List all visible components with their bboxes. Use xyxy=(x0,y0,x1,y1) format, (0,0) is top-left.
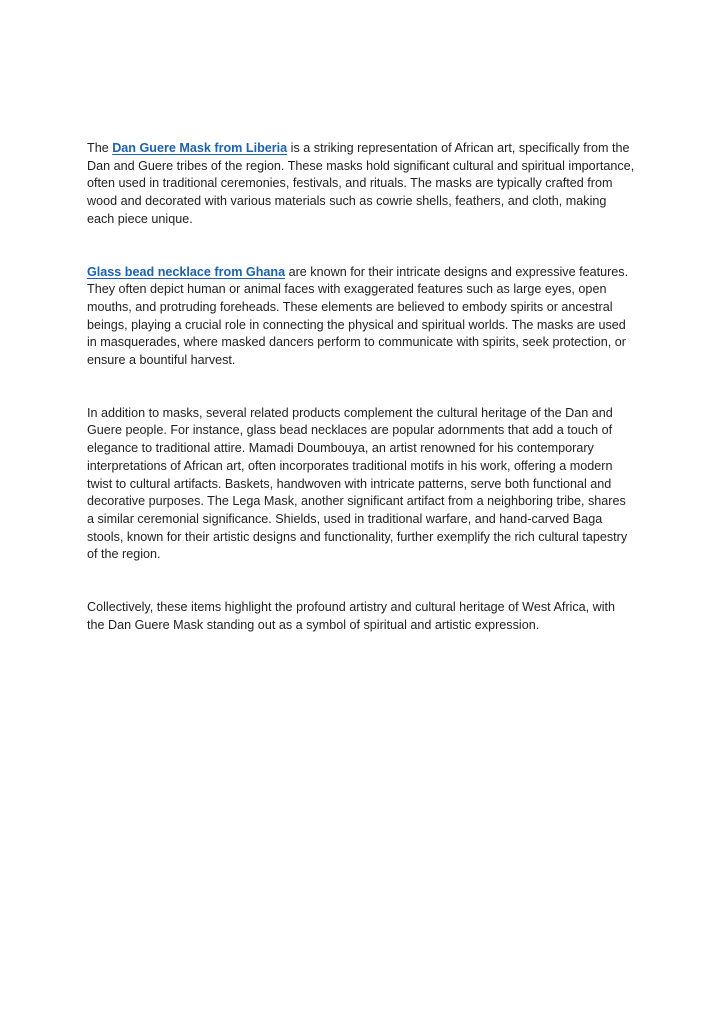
paragraph-2-text: are known for their intricate designs and expressive features. They often depict human or animal faces with exaggerated features such as large eyes, open mouths, and protruding foreheads. These elements are believed to embody spirits or ancestral beings, playing a crucial role in connecting the physical and spiritual worlds. The masks are used in masquerades, where masked dancers perform to communicate with spirits, seek protection, or ensure a bountiful harvest. xyxy=(87,264,629,368)
paragraph-1-text: is a striking representation of African art, specifically from the Dan and Guere tribes of the region. These masks hold significant cultural and spiritual importance, often used in traditional ceremonies, festivals, and rituals. The masks are typically crafted from wood and decorated with various materials such as cowrie shells, feathers, and cloth, making each piece unique. xyxy=(87,141,635,226)
link-dan-guere-mask-from-liberia[interactable]: Dan Guere Mask from Liberia xyxy=(112,141,288,155)
paragraph-glass-bead-necklace xyxy=(87,264,635,370)
paragraph-1-prefix: The xyxy=(87,141,113,155)
paragraph-dan-guere-mask xyxy=(87,140,635,229)
document-body xyxy=(87,140,635,634)
paragraph-related-products: In addition to masks, several related products complement the cultural heritage of the Dan and Guere people. For instance, glass bead necklaces are popular adornments that add a touch of elegance to traditional attire. Mamadi Doumbouya, an artist renowned for his contemporary interpretations of African art, often incorporates traditional motifs in his work, offering a modern twist to cultural artifacts. Baskets, handwoven with intricate patterns, serve both functional and decorative purposes. The Lega Mask, another significant artifact from a neighboring tribe, shares a similar ceremonial significance. Shields, used in traditional warfare, and hand-carved Baga stools, known for their artistic designs and functionality, further exemplify the rich cultural tapestry of the region. xyxy=(87,405,628,562)
paragraph-conclusion: Collectively, these items highlight the profound artistry and cultural heritage of West Africa, with the Dan Guere Mask standing out as a symbol of spiritual and artistic expression. xyxy=(87,600,616,632)
link-glass-bead-necklace-from-ghana[interactable]: Glass bead necklace from Ghana xyxy=(87,264,286,279)
